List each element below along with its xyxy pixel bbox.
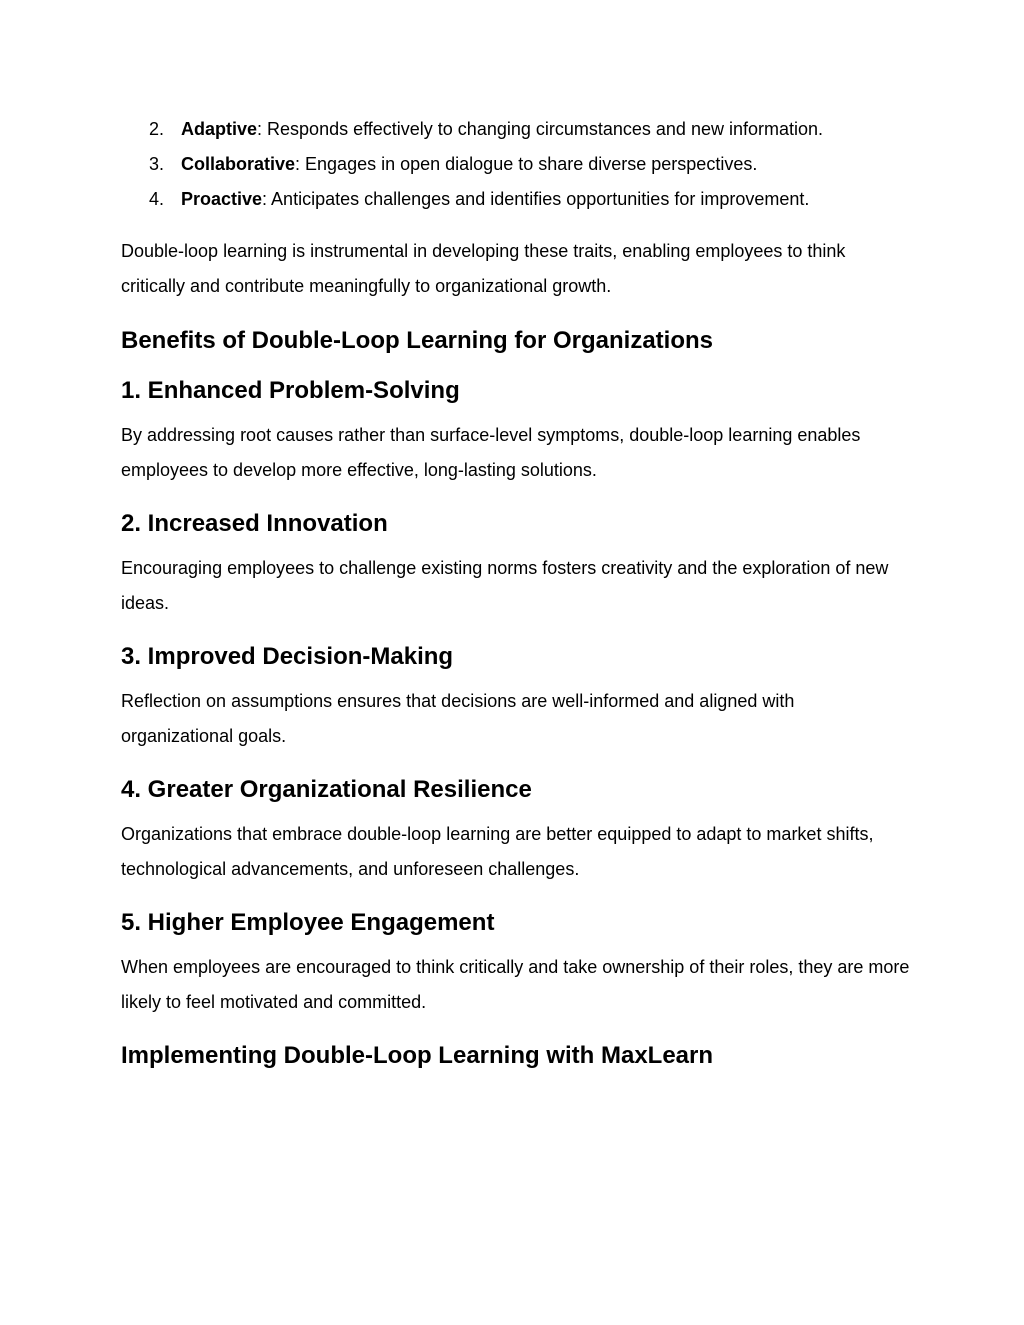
benefit-paragraph: Organizations that embrace double-loop learning are better equipped to adapt to market shifts, technological advancements, and unforeseen challenges. (121, 824, 874, 879)
traits-list (121, 112, 911, 217)
list-item-text: : Anticipates challenges and identifies opportunities for improvement. (262, 189, 810, 209)
benefit-paragraph: Reflection on assumptions ensures that decisions are well-informed and aligned with organizational goals. (121, 691, 795, 746)
benefit-heading: 5. Higher Employee Engagement (121, 909, 495, 936)
benefit-paragraph: When employees are encouraged to think critically and take ownership of their roles, they are more likely to feel motivated and committed. (121, 957, 910, 1012)
implementing-heading: Implementing Double-Loop Learning with MaxLearn (121, 1042, 714, 1069)
list-item-text: : Engages in open dialogue to share diverse perspectives. (295, 154, 758, 174)
benefit-heading: 3. Improved Decision-Making (121, 643, 454, 670)
list-item (121, 182, 911, 217)
document-page (121, 112, 911, 1071)
list-item (121, 112, 911, 147)
list-item-number: 4. (149, 189, 165, 209)
benefit-heading: 1. Enhanced Problem-Solving (121, 377, 460, 404)
benefit-heading: 4. Greater Organizational Resilience (121, 776, 532, 803)
list-item-term: Adaptive (181, 119, 258, 139)
list-item-term: Proactive (181, 189, 263, 209)
benefit-heading: 2. Increased Innovation (121, 510, 388, 537)
list-item (121, 147, 911, 182)
list-item-number: 3. (149, 154, 165, 174)
list-item-number: 2. (149, 119, 165, 139)
list-item-term: Collaborative (181, 154, 296, 174)
intro-paragraph: Double-loop learning is instrumental in developing these traits, enabling employees to think critically and contribute meaningfully to organizational growth. (121, 241, 846, 296)
benefit-paragraph: Encouraging employees to challenge existing norms fosters creativity and the exploration of new ideas. (121, 558, 889, 613)
benefit-paragraph: By addressing root causes rather than surface-level symptoms, double-loop learning enables employees to develop more effective, long-lasting solutions. (121, 425, 861, 480)
list-item-text: : Responds effectively to changing circumstances and new information. (257, 119, 824, 139)
benefits-heading: Benefits of Double-Loop Learning for Organizations (121, 327, 713, 354)
